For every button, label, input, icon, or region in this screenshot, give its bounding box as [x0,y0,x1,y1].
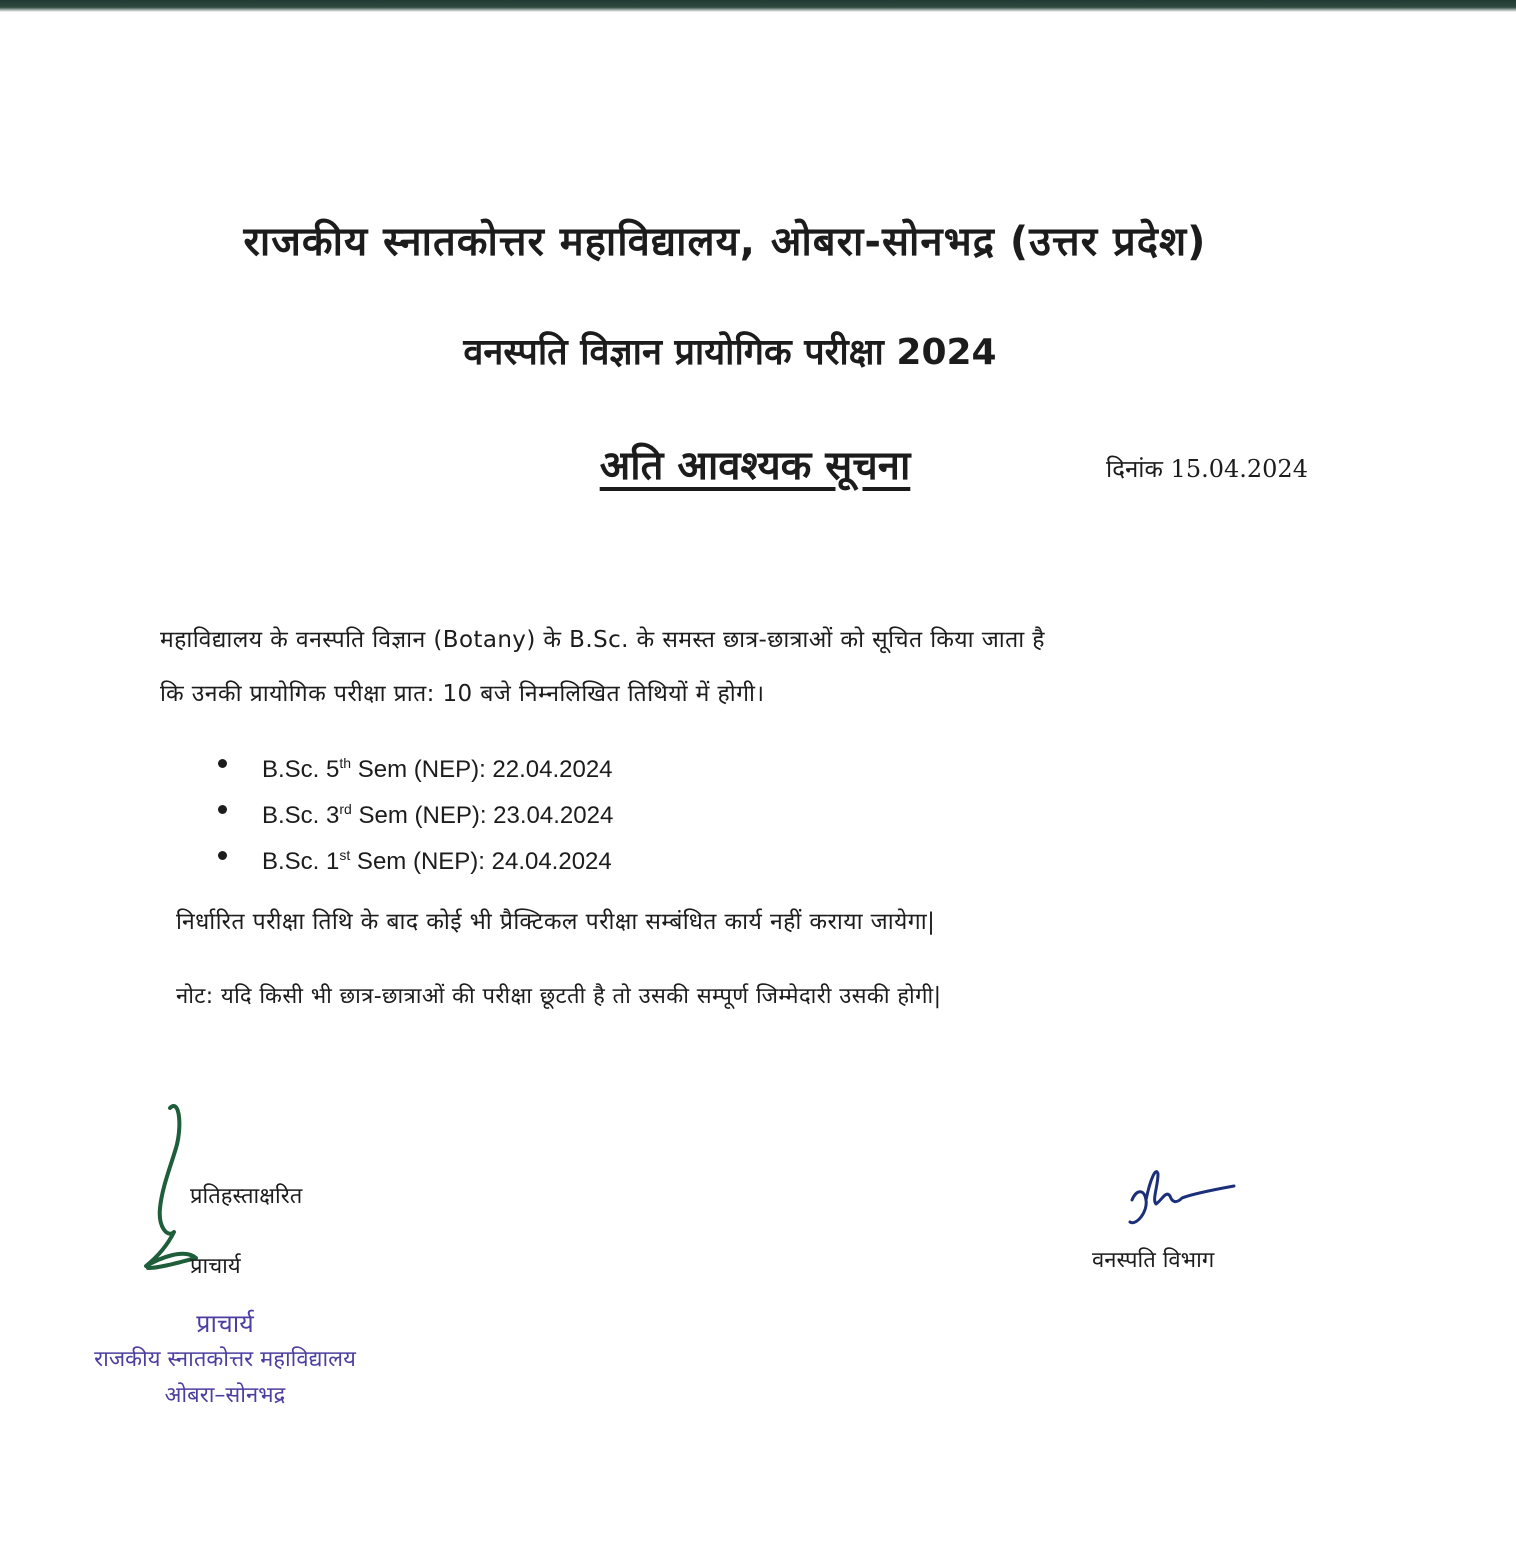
bullet-icon [218,759,227,768]
bullet-icon [218,805,227,814]
bullet-icon [218,851,227,860]
note-statement: नोट: यदि किसी भी छात्र-छात्राओं की परीक्षा छूटती है तो उसकी सम्पूर्ण जिम्मेदारी उसकी होगी| [176,984,942,1009]
exam-title: वनस्पति विज्ञान प्रायोगिक परीक्षा 2024 [463,332,997,373]
list-item [210,786,910,832]
notice-heading: अति आवश्यक सूचना [599,443,911,489]
college-name: राजकीय स्नातकोत्तर महाविद्यालय, ओबरा-सोनभद्र (उत्तर प्रदेश) [243,219,1207,265]
list-item [210,740,910,786]
exam-schedule-list [210,740,910,878]
countersigned-label: प्रतिहस्ताक्षरित [190,1184,303,1209]
principal-label: प्राचार्य [190,1254,241,1279]
department-label: वनस्पति विभाग [1092,1248,1215,1273]
schedule-semester: B.Sc. 3 [262,802,340,829]
seal-title: प्राचार्य [196,1309,254,1338]
principal-seal-stamp [50,1306,400,1414]
schedule-semester: B.Sc. 5 [262,756,340,783]
schedule-ordinal: th [339,755,352,771]
rule-statement: निर्धारित परीक्षा तिथि के बाद कोई भी प्रैक्टिकल परीक्षा सम्बंधित कार्य नहीं कराया जायेगा| [176,909,936,935]
schedule-date: Sem (NEP): 23.04.2024 [351,802,614,829]
schedule-date: Sem (NEP): 24.04.2024 [350,848,612,875]
seal-line-2: ओबरा–सोनभद्र [164,1383,286,1408]
department-signature-icon [1122,1160,1242,1230]
schedule-ordinal: st [339,847,351,863]
list-item [210,832,910,878]
paragraph-line-2: कि उनकी प्रायोगिक परीक्षा प्रात: 10 बजे निम्नलिखित तिथियों में होगी। [160,681,765,707]
schedule-ordinal: rd [339,801,352,817]
schedule-semester: B.Sc. 1 [262,848,340,875]
notice-date: दिनांक 15.04.2024 [1106,455,1308,483]
seal-line-1: राजकीय स्नातकोत्तर महाविद्यालय [94,1347,356,1372]
paragraph-line-1: महाविद्यालय के वनस्पति विज्ञान (Botany) के B.Sc. के समस्त छात्र-छात्राओं को सूचित किया जाता है [160,627,1045,653]
schedule-date: Sem (NEP): 22.04.2024 [351,756,613,783]
